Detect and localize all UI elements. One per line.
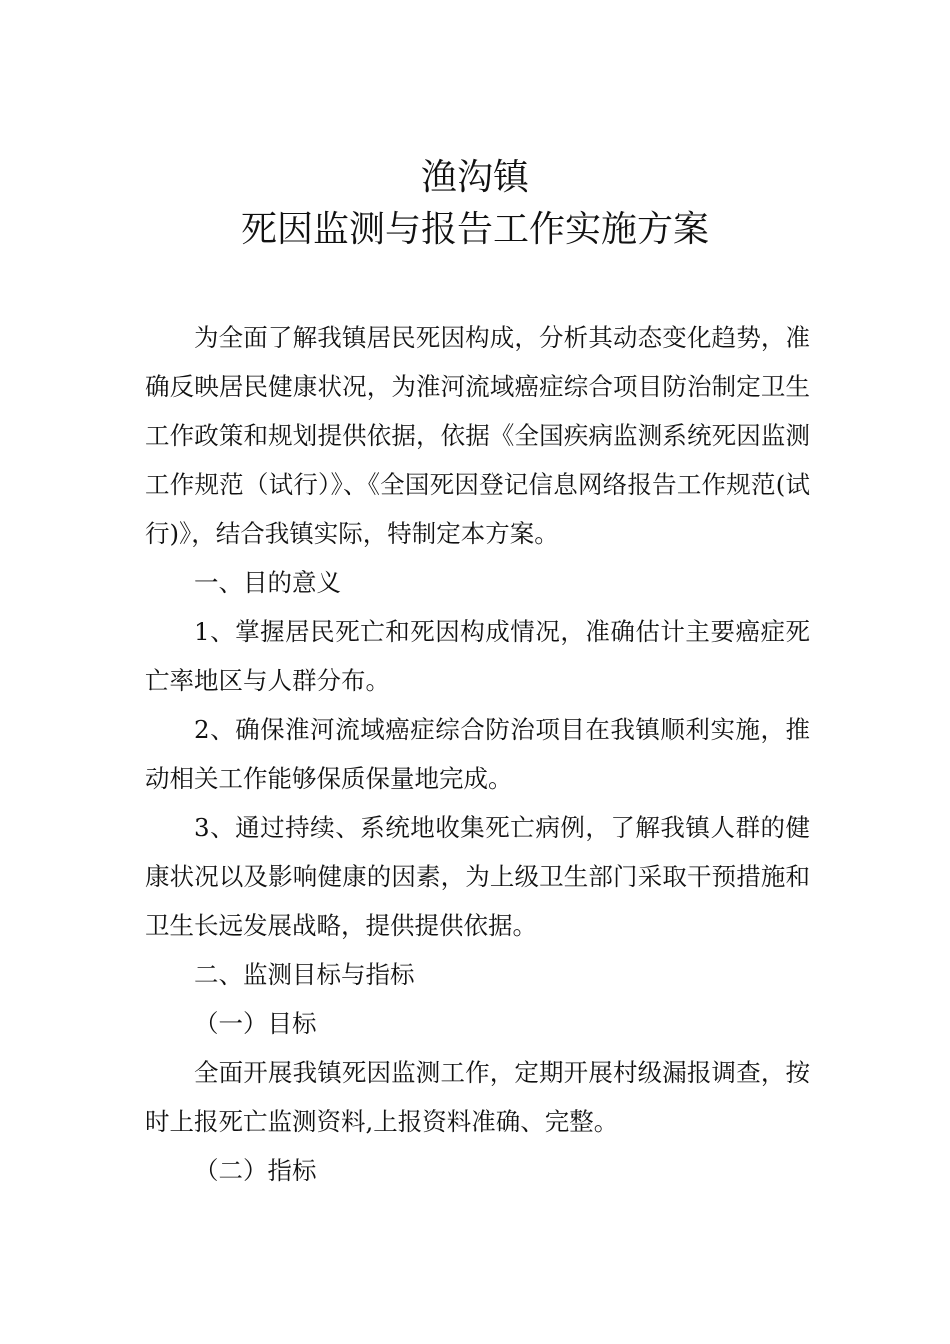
intro-paragraph: 为全面了解我镇居民死因构成，分析其动态变化趋势，准确反映居民健康状况，为淮河流域癌症综合项目防治制定卫生工作政策和规划提供依据，依据《全国疾病监测系统死因监测工作规范（试行）》、《全国死因登记信息网络报告工作规范(试行)》，结合我镇实际，特制定本方案。 bbox=[145, 323, 810, 548]
subsection-heading-goal: （一）目标 bbox=[194, 1009, 317, 1038]
section-heading-targets: 二、监测目标与指标 bbox=[194, 960, 415, 989]
subsection-heading-indicators: （二）指标 bbox=[194, 1156, 317, 1185]
purpose-item-1: 1、掌握居民死亡和死因构成情况，准确估计主要癌症死亡率地区与人群分布。 bbox=[145, 617, 810, 695]
goal-paragraph: 全面开展我镇死因监测工作，定期开展村级漏报调查，按时上报死亡监测资料,上报资料准确、完整。 bbox=[145, 1058, 810, 1136]
title-line-town: 渔沟镇 bbox=[420, 157, 529, 198]
title-line-plan: 死因监测与报告工作实施方案 bbox=[240, 209, 709, 250]
document-title bbox=[0, 152, 950, 256]
purpose-item-2: 2、确保淮河流域癌症综合防治项目在我镇顺利实施，推动相关工作能够保质保量地完成。 bbox=[145, 715, 810, 793]
section-heading-purpose: 一、目的意义 bbox=[194, 568, 341, 597]
document-body bbox=[145, 313, 810, 1195]
purpose-item-3: 3、通过持续、系统地收集死亡病例，了解我镇人群的健康状况以及影响健康的因素，为上级卫生部门采取干预措施和卫生长远发展战略，提供提供依据。 bbox=[145, 813, 810, 940]
